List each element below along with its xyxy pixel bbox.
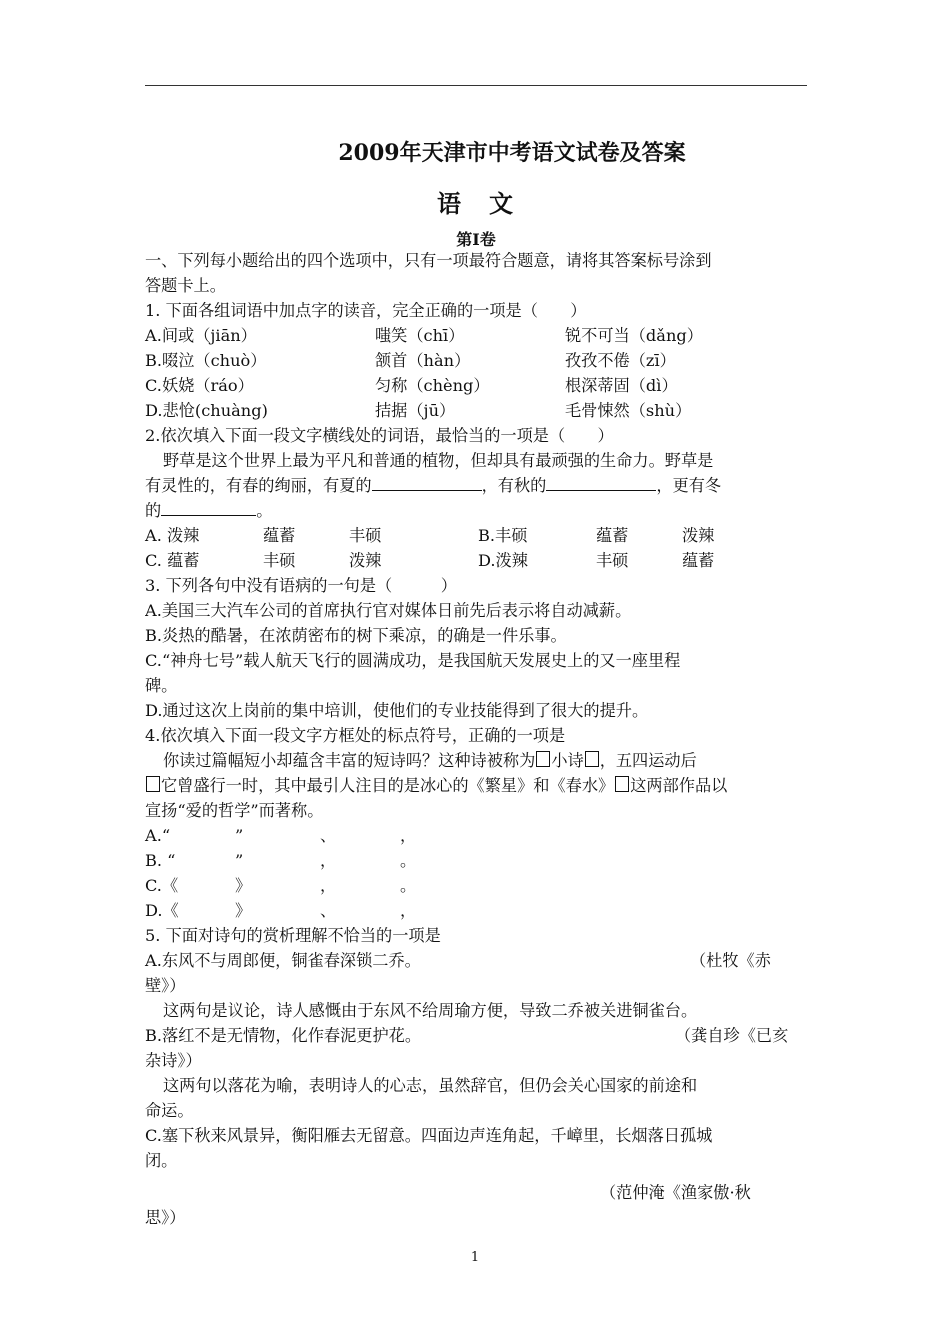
q4-a-4: ， xyxy=(400,826,417,845)
page-number: 1 xyxy=(470,1250,480,1265)
q4-c-2: 》 xyxy=(235,876,252,895)
q1-option-a xyxy=(145,323,807,348)
q3-option-a: A.美国三大汽车公司的首席执行官对媒体日前先后表示将自动减薪。 xyxy=(145,601,632,620)
q1-c-1: C.妖娆（ráo） xyxy=(145,376,254,395)
q2-c-2: 丰硕 xyxy=(263,551,296,570)
q4-text-2: 小诗 xyxy=(551,751,584,770)
q4-text-1: 你读过篇幅短小却蕴含丰富的短诗吗？这种诗被称为 xyxy=(163,751,536,770)
q3-stem: 3. 下列各句中没有语病的一句是（ ） xyxy=(145,576,457,595)
q4-b-3: ， xyxy=(320,851,337,870)
q2-blank-3 xyxy=(161,499,256,516)
q4-stem: 4.依次填入下面一段文字方框处的标点符号，正确的一项是 xyxy=(145,726,566,745)
q4-box-1 xyxy=(536,751,550,767)
q4-c-3: ， xyxy=(320,876,337,895)
q1-c-3: 根深蒂固（dì） xyxy=(565,376,678,395)
q5-stem: 5. 下面对诗句的赏析理解不恰当的一项是 xyxy=(145,926,441,945)
q4-b-2: ” xyxy=(235,851,244,870)
q4-c-1: C.《 xyxy=(145,876,179,895)
q2-options-ab xyxy=(145,523,807,548)
q1-d-3: 毛骨悚然（shù） xyxy=(565,401,692,420)
q2-passage-line-2 xyxy=(145,473,807,498)
q5-a-source-2: 壁》） xyxy=(145,976,186,995)
q1-c-2: 匀称（chèng） xyxy=(375,376,490,395)
q2-blank-1 xyxy=(372,474,482,491)
q4-passage-line-2 xyxy=(145,773,807,798)
q5-c-poem-1: C.塞下秋来风景异，衡阳雁去无留意。四面边声连角起，千嶂里，长烟落日孤城 xyxy=(145,1126,713,1145)
q2-text-d: 的 xyxy=(145,501,162,520)
q2-a-3: 丰硕 xyxy=(349,526,382,545)
q5-b-source-2: 杂诗》） xyxy=(145,1051,202,1070)
q1-d-1: D.悲怆(chuàng) xyxy=(145,401,268,420)
q4-d-4: ， xyxy=(400,901,417,920)
q3-option-c-line-2: 碑。 xyxy=(145,676,178,695)
q5-option-a xyxy=(145,948,807,973)
q3-option-d: D.通过这次上岗前的集中培训，使他们的专业技能得到了很大的提升。 xyxy=(145,701,649,720)
q5-b-source-1: （龚自珍《已亥 xyxy=(675,1026,789,1045)
q4-option-c xyxy=(145,873,807,898)
q5-b-note-1: 这两句以落花为喻，表明诗人的心志，虽然辞官，但仍会关心国家的前途和 xyxy=(163,1076,698,1095)
q2-text-b: ，有秋的 xyxy=(481,476,547,495)
q1-a-2: 嗤笑（chī） xyxy=(375,326,465,345)
q2-text-c: ，更有冬 xyxy=(656,476,722,495)
q2-stem: 2.依次填入下面一段文字横线处的词语，最恰当的一项是（ ） xyxy=(145,426,614,445)
q5-a-poem: A.东风不与周郎便，铜雀春深锁二乔。 xyxy=(145,951,421,970)
q4-text-4: 它曾盛行一时，其中最引人注目的是冰心的《繁星》和《春水》 xyxy=(161,776,615,795)
q2-a-1: A. 泼辣 xyxy=(145,526,200,545)
q4-c-4: 。 xyxy=(400,876,417,895)
q2-passage-line-3 xyxy=(145,498,807,523)
q5-c-source-1: （范仲淹《渔家傲·秋 xyxy=(600,1183,751,1202)
q4-passage-line-1 xyxy=(145,748,807,773)
q4-box-4 xyxy=(615,776,629,792)
q1-option-d xyxy=(145,398,807,423)
q4-box-3 xyxy=(146,776,160,792)
q1-b-1: B.啜泣（chuò） xyxy=(145,351,267,370)
q4-a-2: ” xyxy=(235,826,244,845)
q1-a-1: A.间或（jiān） xyxy=(145,326,257,345)
q4-a-1: A.“ xyxy=(145,826,171,845)
q4-d-1: D.《 xyxy=(145,901,179,920)
q2-b-2: 蕴蓄 xyxy=(596,526,629,545)
exam-content xyxy=(145,248,807,1230)
q5-a-note: 这两句是议论，诗人感慨由于东风不给周瑜方便，导致二乔被关进铜雀台。 xyxy=(163,1001,698,1020)
q4-option-b xyxy=(145,848,807,873)
q2-c-1: C. 蕴蓄 xyxy=(145,551,200,570)
page-title: 2009年天津市中考语文试卷及答案 xyxy=(338,140,686,166)
q1-b-3: 孜孜不倦（zī） xyxy=(565,351,676,370)
subject-heading: 语 文 xyxy=(437,189,515,218)
q4-b-1: B. “ xyxy=(145,851,176,870)
q5-b-note-2: 命运。 xyxy=(145,1101,194,1120)
q1-option-c xyxy=(145,373,807,398)
q2-text-e: 。 xyxy=(256,501,273,520)
q4-text-3: ，五四运动后 xyxy=(599,751,697,770)
q5-c-source-2: 思》） xyxy=(145,1208,186,1227)
q4-a-3: 、 xyxy=(320,826,337,845)
q1-option-b xyxy=(145,348,807,373)
q2-d-2: 丰硕 xyxy=(596,551,629,570)
q1-a-3: 锐不可当（dǎng） xyxy=(565,326,703,345)
q2-text-a: 有灵性的，有春的绚丽，有夏的 xyxy=(145,476,372,495)
q4-b-4: 。 xyxy=(400,851,417,870)
header-rule xyxy=(145,85,807,86)
q3-option-c-line-1: C.“神舟七号”载人航天飞行的圆满成功，是我国航天发展史上的又一座里程 xyxy=(145,651,681,670)
q4-passage-line-3: 宣扬“爱的哲学”而著称。 xyxy=(145,801,324,820)
q5-option-b xyxy=(145,1023,807,1048)
q1-b-2: 颔首（hàn） xyxy=(375,351,471,370)
q3-option-b: B.炎热的酷暑，在浓荫密布的树下乘凉，的确是一件乐事。 xyxy=(145,626,567,645)
q2-options-cd xyxy=(145,548,807,573)
q4-option-a xyxy=(145,823,807,848)
q2-b-1: B.丰硕 xyxy=(478,526,528,545)
q1-stem: 1. 下面各组词语中加点字的读音，完全正确的一项是（ ） xyxy=(145,301,587,320)
q5-b-poem: B.落红不是无情物，化作春泥更护花。 xyxy=(145,1026,422,1045)
q2-c-3: 泼辣 xyxy=(349,551,382,570)
q2-d-3: 蕴蓄 xyxy=(682,551,715,570)
q4-option-d xyxy=(145,898,807,923)
q2-d-1: D.泼辣 xyxy=(478,551,528,570)
q2-passage-line-1: 野草是这个世界上最为平凡和普通的植物，但却具有最顽强的生命力。野草是 xyxy=(163,451,714,470)
q5-a-source-1: （杜牧《赤 xyxy=(690,951,771,970)
instructions-line-1: 一、下列每小题给出的四个选项中，只有一项最符合题意，请将其答案标号涂到 xyxy=(145,251,712,270)
q4-box-2 xyxy=(585,751,599,767)
instructions-line-2: 答题卡上。 xyxy=(145,276,226,295)
q4-text-5: 这两部作品以 xyxy=(630,776,728,795)
q2-b-3: 泼辣 xyxy=(682,526,715,545)
volume-heading: 第Ⅰ卷 xyxy=(456,230,496,249)
q4-d-3: 、 xyxy=(320,901,337,920)
q2-blank-2 xyxy=(546,474,656,491)
q4-d-2: 》 xyxy=(235,901,252,920)
q1-d-2: 拮据（jū） xyxy=(375,401,456,420)
q2-a-2: 蕴蓄 xyxy=(263,526,296,545)
q5-c-poem-2: 闭。 xyxy=(145,1151,178,1170)
